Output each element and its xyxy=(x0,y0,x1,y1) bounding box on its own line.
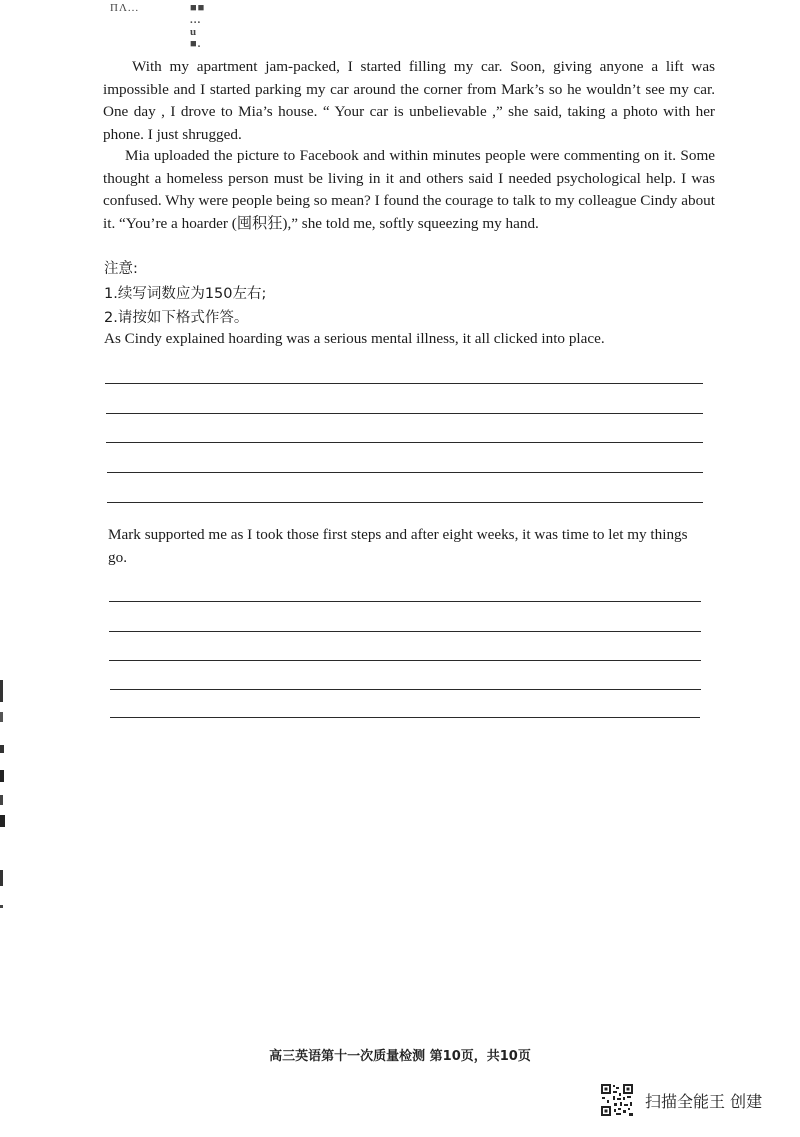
top-fragment-right: ■■ ... u ■. xyxy=(190,2,206,50)
continuation-opening-1: As Cindy explained hoarding was a serious mental illness, it all clicked into place. xyxy=(104,330,605,347)
story-paragraph-1: With my apartment jam-packed, I started filling my car. Soon, giving anyone a lift was impossible and I started parking my car around the corner from Mark’s so he wouldn’t see my car. One day , I drove to Mia’s house. “ Your car is unbelievable ,” she said, taking a photo with her phone. I just shrugged. xyxy=(103,58,715,143)
page-footer: 高三英语第十一次质量检测 第10页，共10页 xyxy=(269,1049,531,1064)
answer-line[interactable] xyxy=(110,689,701,690)
top-fragment-left: ΠΛ... xyxy=(110,2,140,14)
answer-line[interactable] xyxy=(110,717,700,718)
answer-line[interactable] xyxy=(109,631,701,632)
qr-code-icon xyxy=(600,1083,634,1117)
answer-line[interactable] xyxy=(106,442,703,443)
continuation-opening-2: Mark supported me as I took those first steps and after eight weeks, it was time to let my things go. xyxy=(108,526,688,566)
answer-line[interactable] xyxy=(106,413,703,414)
scan-margin-marks xyxy=(0,0,10,1132)
story-paragraph-2: Mia uploaded the picture to Facebook and within minutes people were commenting on it. Some thought a homeless person must be living in it and others said I needed psychological help. I was confused. Why were people being so mean? I found the courage to talk to my colleague Cindy about it. “You’re a hoarder (囤积狂),” she told me, softly squeezing my hand. xyxy=(103,147,715,232)
answer-line[interactable] xyxy=(109,660,701,661)
notes-item-1: 1.续写词数应为150左右; xyxy=(104,286,267,302)
answer-line[interactable] xyxy=(107,472,703,473)
answer-line[interactable] xyxy=(107,502,703,503)
answer-line[interactable] xyxy=(109,601,701,602)
notes-item-2: 2.请按如下格式作答。 xyxy=(104,310,249,326)
answer-line[interactable] xyxy=(105,383,703,384)
scanner-watermark-text: 扫描全能王 创建 xyxy=(645,1092,763,1111)
notes-title: 注意: xyxy=(104,261,138,277)
